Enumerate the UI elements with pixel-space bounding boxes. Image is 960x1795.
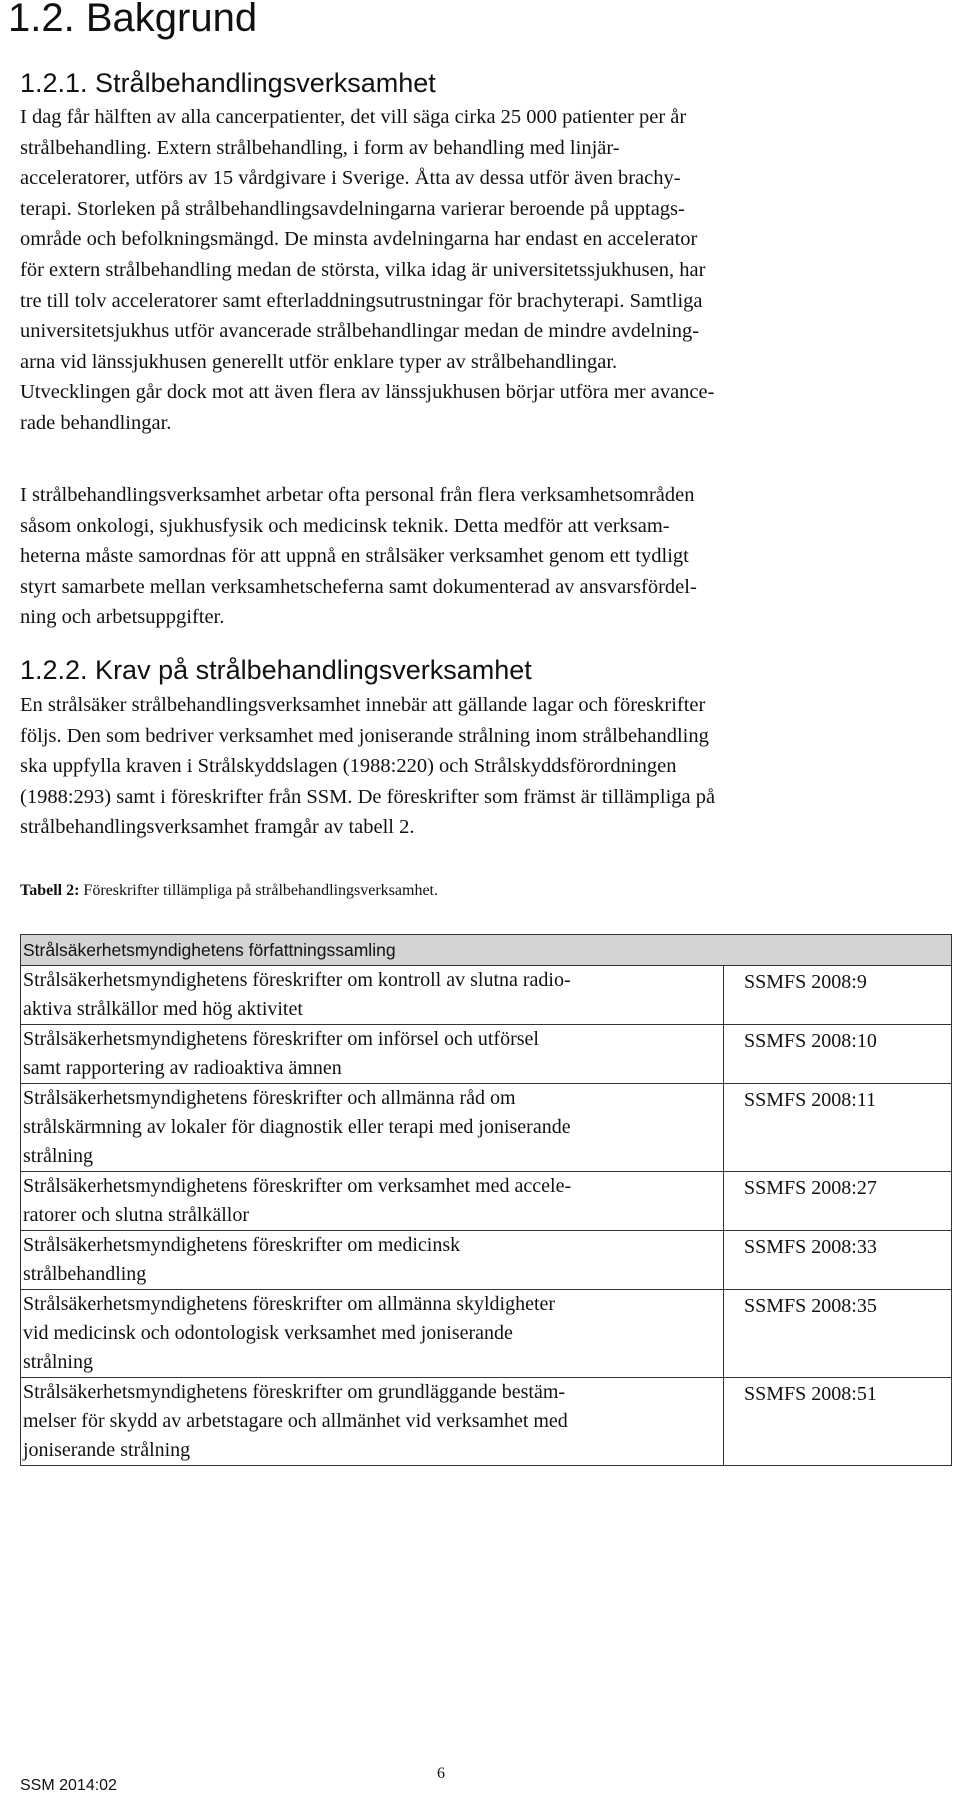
text-line: strålbehandling. Extern strålbehandling, i form av behandling med linjär- xyxy=(20,136,620,159)
text-line: område och befolkningsmängd. De minsta avdelningarna har endast en accelerator xyxy=(20,228,698,251)
regulation-title-line: samt rapportering av radioaktiva ämnen xyxy=(23,1057,342,1079)
regulation-title-line: vid medicinsk och odontologisk verksamhet med joniserande xyxy=(23,1322,513,1344)
regulation-title-cell xyxy=(21,966,724,1025)
text-line: ska uppfylla kraven i Strålskyddslagen (1988:220) och Strålskyddsförordningen xyxy=(20,755,677,778)
table-row xyxy=(21,1290,952,1378)
text-line: I strålbehandlingsverksamhet arbetar ofta personal från flera verksamhetsområden xyxy=(20,484,695,506)
regulation-title-cell xyxy=(21,1290,724,1378)
text-line: heterna måste samordnas för att uppnå en strålsäker verksamhet genom ett tydligt xyxy=(20,545,689,568)
table-row xyxy=(21,1172,952,1231)
regulation-title-line: strålbehandling xyxy=(23,1263,147,1285)
text-line: acceleratorer, utförs av 15 vårdgivare i Sverige. Åtta av dessa utför även brachy- xyxy=(20,167,681,190)
table-caption xyxy=(20,882,438,900)
paragraph-verksamhet-overview xyxy=(20,102,870,439)
regulation-code-cell: SSMFS 2008:9 xyxy=(724,966,952,1025)
regulation-title-line: strålning xyxy=(23,1145,93,1167)
regulation-title-line: aktiva strålkällor med hög aktivitet xyxy=(23,998,303,1020)
subsection-heading-krav: 1.2.2. Krav på strålbehandlingsverksamhet xyxy=(20,655,532,685)
text-line: Utvecklingen går dock mot att även flera av länssjukhusen börjar utföra mer avance- xyxy=(20,381,715,404)
regulation-title-line: Strålsäkerhetsmyndighetens föreskrifter om kontroll av slutna radio- xyxy=(23,969,571,991)
regulation-title-line: strålning xyxy=(23,1351,93,1373)
regulation-code-cell: SSMFS 2008:27 xyxy=(724,1172,952,1231)
regulation-code-cell: SSMFS 2008:35 xyxy=(724,1290,952,1378)
text-line: ning och arbetsuppgifter. xyxy=(20,606,225,629)
regulation-title-line: melser för skydd av arbetstagare och allmänhet vid verksamhet med xyxy=(23,1410,568,1432)
subsection-heading-stralbehandlingsverksamhet: 1.2.1. Strålbehandlingsverksamhet xyxy=(20,68,436,98)
text-line: I dag får hälften av alla cancerpatienter, det vill säga cirka 25 000 patienter per år xyxy=(20,106,687,128)
section-heading-bakgrund: 1.2. Bakgrund xyxy=(8,0,258,40)
regulation-title-line: Strålsäkerhetsmyndighetens föreskrifter om allmänna skyldigheter xyxy=(23,1293,556,1315)
text-line: arna vid länssjukhusen generellt utför enklare typer av strålbehandlingar. xyxy=(20,350,618,373)
regulation-code-cell: SSMFS 2008:33 xyxy=(724,1231,952,1290)
text-line: styrt samarbete mellan verksamhetscheferna samt dokumenterad av ansvarsfördel- xyxy=(20,575,697,598)
table-row xyxy=(21,1231,952,1290)
table-header: Strålsäkerhetsmyndighetens författningssamling xyxy=(21,935,952,966)
text-line: följs. Den som bedriver verksamhet med joniserande strålning inom strålbehandling xyxy=(20,724,709,747)
regulation-code-cell: SSMFS 2008:11 xyxy=(724,1084,952,1172)
regulation-title-line: Strålsäkerhetsmyndighetens föreskrifter om verksamhet med accele- xyxy=(23,1175,572,1197)
text-line: såsom onkologi, sjukhusfysik och medicinsk teknik. Detta medför att verksam- xyxy=(20,514,670,537)
regulation-title-line: strålskärmning av lokaler för diagnostik eller terapi med joniserande xyxy=(23,1116,571,1138)
regulation-code-cell: SSMFS 2008:51 xyxy=(724,1378,952,1466)
table-caption-label: Tabell 2: xyxy=(20,882,80,899)
regulation-title-cell xyxy=(21,1172,724,1231)
table-row xyxy=(21,1378,952,1466)
text-line: universitetsjukhus utför avancerade strålbehandlingar medan de mindre avdelning- xyxy=(20,320,700,343)
regulation-code-cell: SSMFS 2008:10 xyxy=(724,1025,952,1084)
regulation-title-line: ratorer och slutna strålkällor xyxy=(23,1204,250,1226)
table-header-row xyxy=(21,935,952,966)
text-line: strålbehandlingsverksamhet framgår av tabell 2. xyxy=(20,816,415,839)
table-row xyxy=(21,1084,952,1172)
footer-page-number: 6 xyxy=(437,1765,445,1782)
text-line: tre till tolv acceleratorer samt efterladdningsutrustningar för brachyterapi. Samtliga xyxy=(20,289,703,312)
text-line: terapi. Storleken på strålbehandlingsavdelningarna varierar beroende på upptags- xyxy=(20,197,685,220)
paragraph-personal xyxy=(20,480,870,633)
table-row xyxy=(21,966,952,1025)
regulation-title-line: joniserande strålning xyxy=(23,1439,191,1461)
regulation-title-line: Strålsäkerhetsmyndighetens föreskrifter om medicinsk xyxy=(23,1234,461,1256)
text-line: (1988:293) samt i föreskrifter från SSM. De föreskrifter som främst är tillämpliga på xyxy=(20,785,716,808)
text-line: rade behandlingar. xyxy=(20,411,172,434)
footer-report-id: SSM 2014:02 xyxy=(20,1777,117,1794)
regulation-title-cell xyxy=(21,1025,724,1084)
text-line: för extern strålbehandling medan de största, vilka idag är universitetssjukhusen, har xyxy=(20,258,706,281)
table-caption-text: Föreskrifter tillämpliga på strålbehandlingsverksamhet. xyxy=(79,882,438,899)
paragraph-krav xyxy=(20,690,870,843)
regulation-title-line: Strålsäkerhetsmyndighetens föreskrifter och allmänna råd om xyxy=(23,1087,516,1109)
regulation-title-cell xyxy=(21,1084,724,1172)
regulations-table xyxy=(20,934,952,1466)
regulation-title-cell xyxy=(21,1378,724,1466)
regulation-title-cell xyxy=(21,1231,724,1290)
text-line: En strålsäker strålbehandlingsverksamhet innebär att gällande lagar och föreskrifter xyxy=(20,694,706,716)
regulation-title-line: Strålsäkerhetsmyndighetens föreskrifter om grundläggande bestäm- xyxy=(23,1381,566,1403)
table-row xyxy=(21,1025,952,1084)
regulation-title-line: Strålsäkerhetsmyndighetens föreskrifter om införsel och utförsel xyxy=(23,1028,539,1050)
